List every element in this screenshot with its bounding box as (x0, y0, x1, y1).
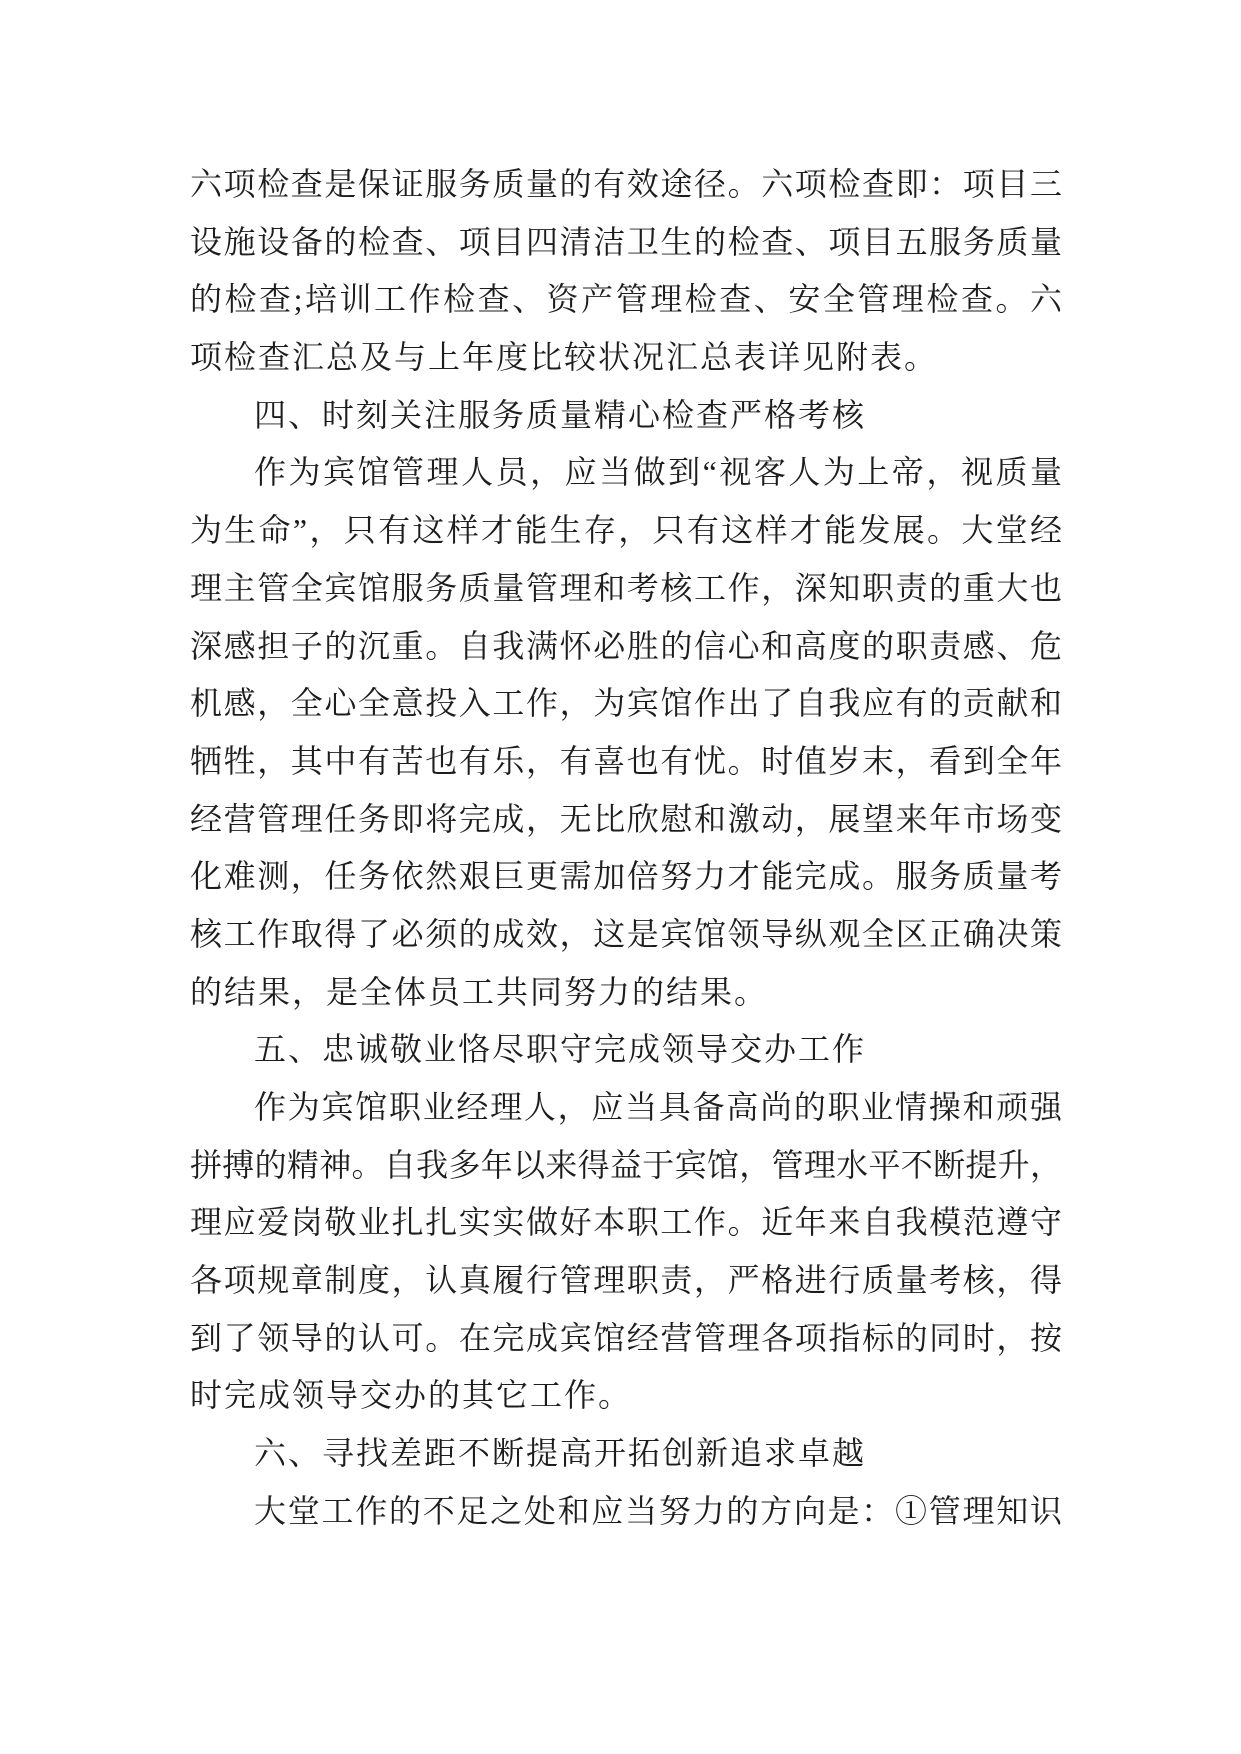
paragraph-line: 理应爱岗敬业扎扎实实做好本职工作。近年来自我模范遵守 (190, 1204, 1062, 1241)
paragraph-line: 经营管理任务即将完成，无比欣慰和激动，展望来年市场变 (190, 800, 1062, 837)
paragraph-line: 牺牲，其中有苦也有乐，有喜也有忧。时值岁末，看到全年 (190, 742, 1062, 779)
section-heading-line: 五、忠诚敬业恪尽职守完成领导交办工作 (254, 1031, 867, 1068)
paragraph-line: 理主管全宾馆服务质量管理和考核工作，深知职责的重大也 (190, 569, 1062, 606)
paragraph-line: 项检查汇总及与上年度比较状况汇总表详见附表。 (190, 339, 939, 376)
paragraph-line: 六项检查是保证服务质量的有效途径。六项检查即：项目三 (190, 166, 1062, 202)
paragraph-line: 各项规章制度，认真履行管理职责，严格进行质量考核，得 (190, 1262, 1062, 1299)
paragraph-line: 作为宾馆管理人员，应当做到“视客人为上帝，视质量 (254, 454, 1062, 491)
paragraph-line: 核工作取得了必须的成效，这是宾馆领导纵观全区正确决策 (190, 915, 1062, 952)
paragraph-line: 化难测，任务依然艰巨更需加倍努力才能完成。服务质量考 (190, 858, 1062, 895)
paragraph-line: 为生命”，只有这样才能生存，只有这样才能发展。大堂经 (190, 512, 1062, 549)
paragraph-line: 设施设备的检查、项目四清洁卫生的检查、项目五服务质量 (190, 223, 1062, 260)
section-heading-line: 四、时刻关注服务质量精心检查严格考核 (254, 396, 867, 433)
paragraph-line: 作为宾馆职业经理人，应当具备高尚的职业情操和顽强 (254, 1089, 1062, 1125)
document-body (190, 156, 1062, 1541)
paragraph-line: 大堂工作的不足之处和应当努力的方向是：①管理知识 (254, 1492, 1062, 1529)
paragraph-line: 的检查;培训工作检查、资产管理检查、安全管理检查。六 (190, 281, 1062, 318)
paragraph-line: 到了领导的认可。在完成宾馆经营管理各项指标的同时，按 (190, 1319, 1062, 1356)
paragraph-line: 拼搏的精神。自我多年以来得益于宾馆，管理水平不断提升， (190, 1146, 1062, 1183)
paragraph-line: 深感担子的沉重。自我满怀必胜的信心和高度的职责感、危 (190, 627, 1062, 664)
paragraph-line: 的结果，是全体员工共同努力的结果。 (190, 973, 769, 1010)
paragraph-line: 机感，全心全意投入工作，为宾馆作出了自我应有的贡献和 (190, 685, 1062, 722)
section-heading-line: 六、寻找差距不断提高开拓创新追求卓越 (254, 1435, 867, 1472)
paragraph-line: 时完成领导交办的其它工作。 (190, 1377, 633, 1414)
